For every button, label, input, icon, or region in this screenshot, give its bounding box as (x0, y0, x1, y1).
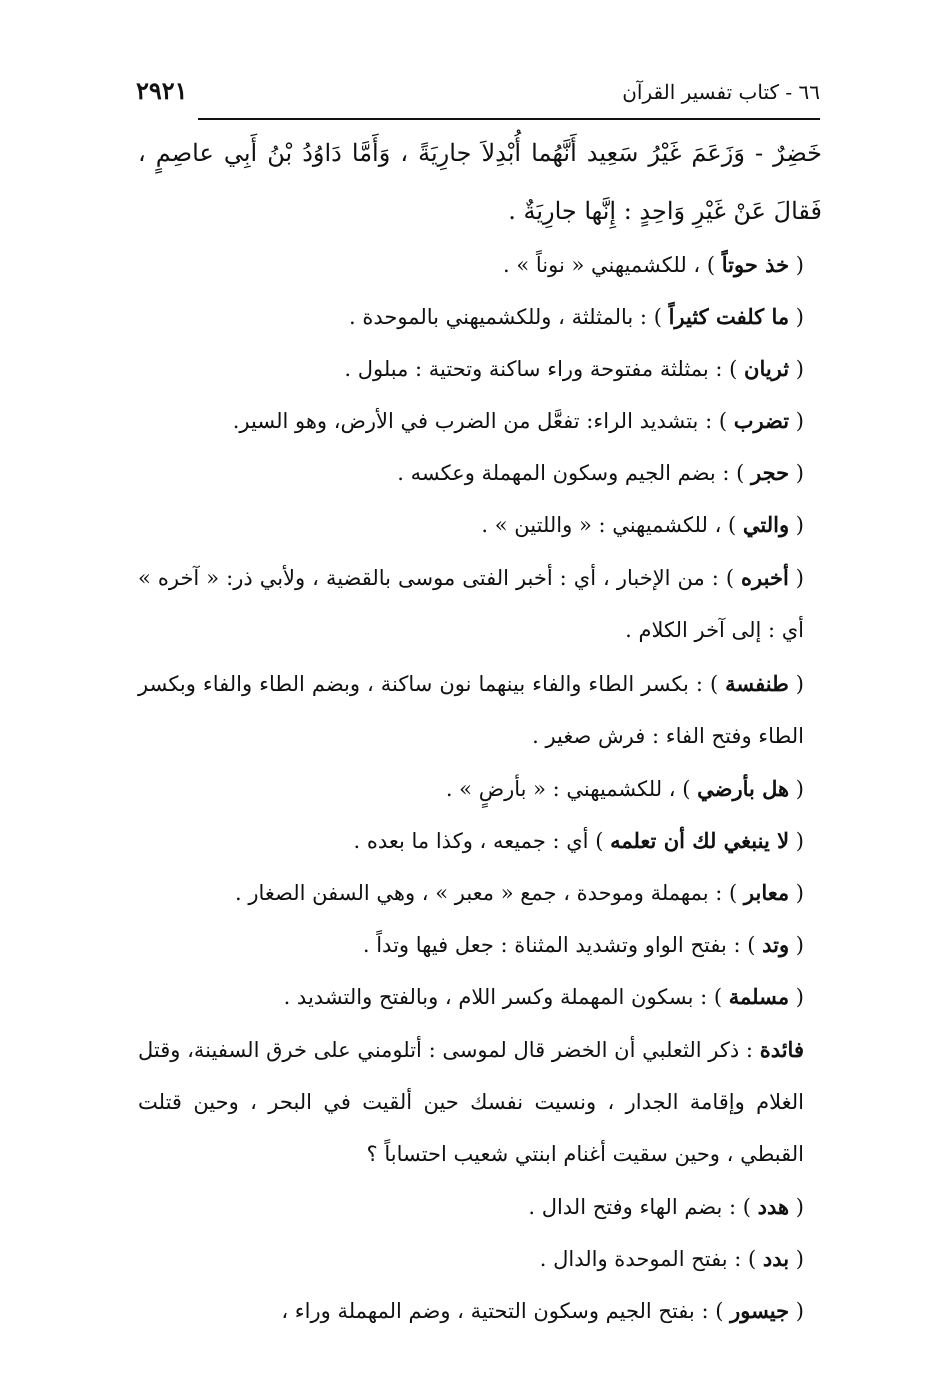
gloss-term: هل بأرضي (697, 776, 790, 801)
page-number: ٢٩٢١ (136, 76, 188, 105)
gloss-term: خذ حوتاً (721, 252, 790, 277)
running-title: ٦٦ - كتاب تفسير القرآن (622, 80, 820, 104)
gloss-text: : بمهملة وموحدة ، جمع « معبر » ، وهي السفن الصغار . (234, 881, 730, 905)
gloss-term: بدد (762, 1246, 790, 1271)
gloss-term: والتي (742, 512, 790, 537)
gloss-text: : بسكون المهملة وكسر اللام ، وبالفتح والتشديد . (283, 985, 714, 1009)
gloss-text: ، للكشميهني : « واللتين » . (481, 513, 729, 537)
gloss-entry: ( تضرب ) : بتشديد الراء: تفعَّل من الضرب في الأرض، وهو السير. (232, 408, 804, 433)
gloss-entry: ( جيسور ) : بفتح الجيم وسكون التحتية ، وضم المهملة وراء ، (281, 1298, 804, 1323)
page-body (138, 124, 822, 1338)
gloss-term: مسلمة (728, 984, 790, 1009)
gloss-entry: ( أخبره ) : من الإخبار ، أي : أخبر الفتى موسى بالقضية ، ولأبي ذر: « آخره » أي : إلى آخر الكلام . (138, 565, 804, 642)
gloss-text: : ذكر الثعلبي أن الخضر قال لموسى : أتلومني على خرق السفينة، وقتل الغلام وإقامة الجدار ، ونسيت نفسك حين ألقيت في البحر ، وحين قتلت القبطي ، وحين سقيت أغنام ابنتي شعيب احتساباً ؟ (138, 1038, 804, 1166)
gloss-entry: ( خذ حوتاً ) ، للكشميهني « نوناً » . (503, 252, 804, 277)
gloss-entry: ( هل بأرضي ) ، للكشميهني : « بأرضٍ » . (445, 776, 804, 801)
gloss-term: ثريان (744, 356, 790, 381)
gloss-entry: ( لا ينبغي لك أن تعلمه ) أي : جميعه ، وكذا ما بعده . (353, 828, 804, 853)
gloss-term: وتد (762, 932, 790, 957)
gloss-text: : بفتح الواو وتشديد المثناة : جعل فيها وتداً . (362, 933, 748, 957)
gloss-entry: ( هدد ) : بضم الهاء وفتح الدال . (528, 1194, 804, 1219)
header-rule (198, 118, 820, 120)
gloss-text: : بفتح الموحدة والدال . (539, 1247, 749, 1271)
page-header (136, 72, 820, 108)
gloss-entry: ( طنفسة ) : بكسر الطاء والفاء بينهما نون ساكنة ، وبضم الطاء والفاء وبكسر الطاء وفتح الفاء : فرش صغير . (138, 671, 804, 748)
gloss-entry: ( مسلمة ) : بسكون المهملة وكسر اللام ، وبالفتح والتشديد . (283, 984, 804, 1009)
gloss-term: تضرب (733, 408, 790, 433)
gloss-text: : بالمثلثة ، وللكشميهني بالموحدة . (348, 305, 654, 329)
gloss-term: أخبره (741, 565, 789, 590)
gloss-term: جيسور (730, 1298, 790, 1323)
gloss-entry: ( ما كلفت كثيراً ) : بالمثلثة ، وللكشميهني بالموحدة . (348, 304, 804, 329)
gloss-term: هدد (757, 1194, 790, 1219)
benefit-note (138, 1024, 822, 1180)
gloss-text: أي : جميعه ، وكذا ما بعده . (353, 829, 596, 853)
gloss-entry: ( ثريان ) : بمثلثة مفتوحة وراء ساكنة وتحتية : مبلول . (344, 356, 804, 381)
gloss-entry: ( بدد ) : بفتح الموحدة والدال . (539, 1246, 804, 1271)
gloss-text: : بفتح الجيم وسكون التحتية ، وضم المهملة وراء ، (281, 1299, 716, 1323)
gloss-text: : بمثلثة مفتوحة وراء ساكنة وتحتية : مبلول . (344, 357, 730, 381)
gloss-text: ، للكشميهني « نوناً » . (503, 253, 707, 277)
gloss-term: فائدة (759, 1037, 804, 1062)
gloss-text: : من الإخبار ، أي : أخبر الفتى موسى بالقضية ، ولأبي ذر: « آخره » أي : إلى آخر الكلام . (138, 566, 804, 642)
quoted-hadith-text: خَضِرٌ - وَزَعَمَ غَيْرُ سَعِيد أَنَّهُما أُبْدِلاَ جارِيَةً ، وَأَمَّا دَاوُدُ بْنُ أَبِي عاصِمٍ ، فَقالَ عَنْ غَيْرِ وَاحِدٍ : إِنَّها جارِيَةٌ . (138, 139, 822, 225)
gloss-text: : بكسر الطاء والفاء بينهما نون ساكنة ، وبضم الطاء والفاء وبكسر الطاء وفتح الفاء : فرش صغير . (138, 672, 804, 748)
gloss-term: طنفسة (725, 671, 789, 696)
gloss-term: ما كلفت كثيراً (668, 304, 790, 329)
gloss-text: : بضم الهاء وفتح الدال . (528, 1195, 743, 1219)
gloss-term: لا ينبغي لك أن تعلمه (610, 828, 790, 853)
gloss-entry: ( والتي ) ، للكشميهني : « واللتين » . (481, 512, 804, 537)
gloss-text: : بتشديد الراء: تفعَّل من الضرب في الأرض، وهو السير. (232, 409, 719, 433)
gloss-term: معابر (743, 880, 790, 905)
gloss-entry: ( حجر ) : بضم الجيم وسكون المهملة وعكسه . (397, 460, 804, 485)
gloss-entry: ( وتد ) : بفتح الواو وتشديد المثناة : جعل فيها وتداً . (362, 932, 804, 957)
gloss-entry: ( معابر ) : بمهملة وموحدة ، جمع « معبر » ، وهي السفن الصغار . (234, 880, 804, 905)
gloss-term: حجر (751, 460, 790, 485)
gloss-text: ، للكشميهني : « بأرضٍ » . (445, 777, 683, 801)
gloss-text: : بضم الجيم وسكون المهملة وعكسه . (397, 461, 737, 485)
